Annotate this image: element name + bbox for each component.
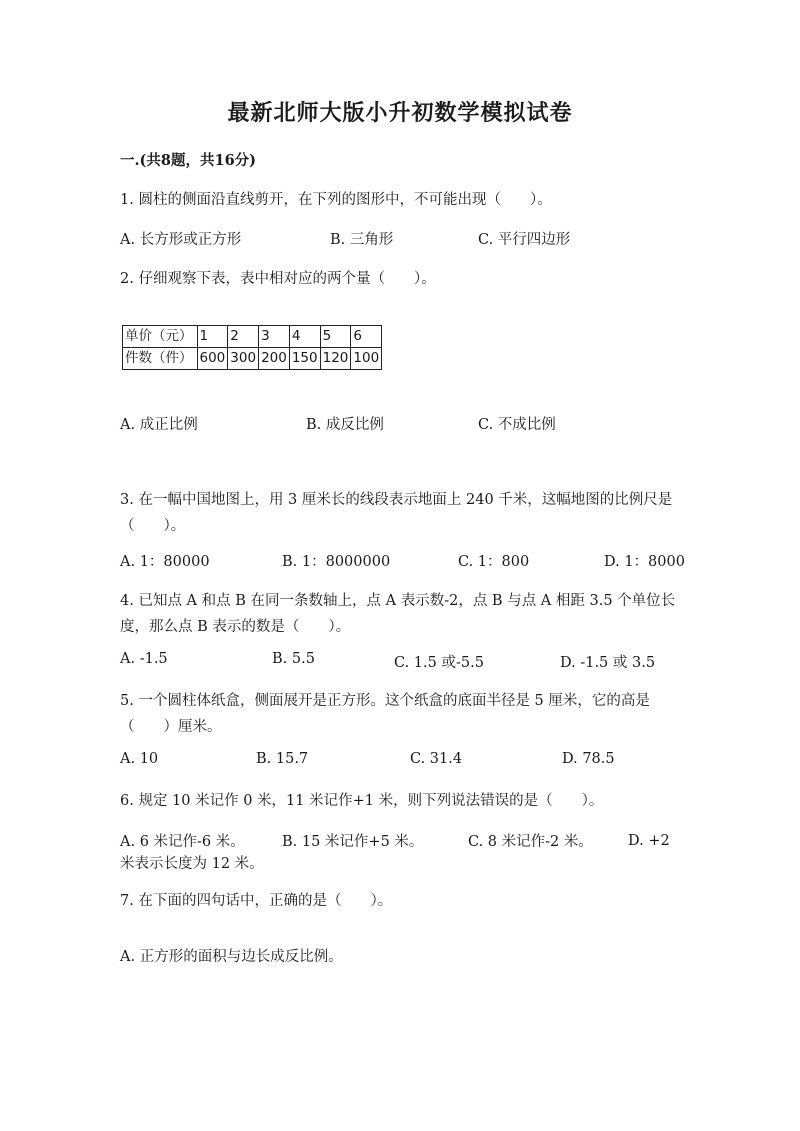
question-4-option-a[interactable]: A. -1.5 bbox=[120, 651, 168, 667]
question-4-option-c[interactable]: C. 1.5 或-5.5 bbox=[394, 655, 484, 671]
question-4-option-b[interactable]: B. 5.5 bbox=[272, 651, 315, 667]
table-cell: 件数（件） bbox=[123, 348, 198, 370]
table-cell: 300 bbox=[228, 348, 259, 370]
table-cell: 3 bbox=[259, 326, 290, 348]
table-row bbox=[123, 348, 382, 370]
question-5-option-a[interactable]: A. 10 bbox=[120, 751, 159, 767]
question-2-stem: 2. 仔细观察下表，表中相对应的两个量（ ）。 bbox=[120, 271, 436, 287]
question-3-option-b[interactable]: B. 1：8000000 bbox=[282, 554, 391, 570]
question-5-option-c[interactable]: C. 31.4 bbox=[410, 751, 463, 767]
question-7-stem: 7. 在下面的四句话中，正确的是（ ）。 bbox=[120, 893, 393, 909]
table-cell: 单价（元） bbox=[123, 326, 198, 348]
question-4-option-d[interactable]: D. -1.5 或 3.5 bbox=[560, 655, 656, 671]
question-5-stem: 5. 一个圆柱体纸盒，侧面展开是正方形。这个纸盒的底面半径是 5 厘米，它的高是（ ）厘米。 bbox=[120, 693, 650, 735]
question-3-option-c[interactable]: C. 1：800 bbox=[458, 554, 530, 570]
section-heading: 一.(共8题，共16分) bbox=[120, 152, 257, 169]
question-2-option-b[interactable]: B. 成反比例 bbox=[306, 417, 384, 433]
question-1-stem: 1. 圆柱的侧面沿直线剪开，在下列的图形中，不可能出现（ ）。 bbox=[120, 192, 552, 208]
table-cell: 600 bbox=[197, 348, 228, 370]
question-5-option-d[interactable]: D. 78.5 bbox=[562, 751, 615, 767]
table-cell: 2 bbox=[228, 326, 259, 348]
question-2-option-c[interactable]: C. 不成比例 bbox=[478, 417, 556, 433]
table-cell: 100 bbox=[351, 348, 382, 370]
table-row bbox=[123, 326, 382, 348]
table-cell: 200 bbox=[259, 348, 290, 370]
question-7-option-a[interactable]: A. 正方形的面积与边长成反比例。 bbox=[120, 949, 343, 965]
price-quantity-table bbox=[122, 325, 382, 370]
table-cell: 1 bbox=[197, 326, 228, 348]
table-cell: 120 bbox=[320, 348, 351, 370]
question-6-option-c[interactable]: C. 8 米记作-2 米。 bbox=[468, 834, 593, 850]
table-cell: 4 bbox=[289, 326, 320, 348]
table-cell: 5 bbox=[320, 326, 351, 348]
question-1-option-c[interactable]: C. 平行四边形 bbox=[478, 232, 571, 248]
question-6-option-b[interactable]: B. 15 米记作+5 米。 bbox=[282, 834, 424, 850]
question-6-option-d[interactable]: D. +2 米表示长度为 12 米。 bbox=[120, 833, 670, 872]
question-6-option-a[interactable]: A. 6 米记作-6 米。 bbox=[120, 834, 245, 850]
table-cell: 150 bbox=[289, 348, 320, 370]
question-1-option-b[interactable]: B. 三角形 bbox=[330, 232, 394, 248]
question-2-option-a[interactable]: A. 成正比例 bbox=[120, 417, 198, 433]
question-3-option-a[interactable]: A. 1：80000 bbox=[120, 554, 210, 570]
table-cell: 6 bbox=[351, 326, 382, 348]
question-3-stem: 3. 在一幅中国地图上，用 3 厘米长的线段表示地面上 240 千米，这幅地图的比例尺是（ ）。 bbox=[120, 492, 673, 534]
question-3-option-d[interactable]: D. 1：8000 bbox=[604, 554, 685, 570]
question-5-option-b[interactable]: B. 15.7 bbox=[256, 751, 309, 767]
page-title: 最新北师大版小升初数学模拟试卷 bbox=[227, 100, 573, 126]
question-1-option-a[interactable]: A. 长方形或正方形 bbox=[120, 232, 242, 248]
question-4-stem: 4. 已知点 A 和点 B 在同一条数轴上，点 A 表示数-2，点 B 与点 A 相距 3.5 个单位长度，那么点 B 表示的数是（ ）。 bbox=[120, 593, 676, 635]
question-6-stem: 6. 规定 10 米记作 0 米，11 米记作+1 米，则下列说法错误的是（ ）。 bbox=[120, 793, 604, 809]
